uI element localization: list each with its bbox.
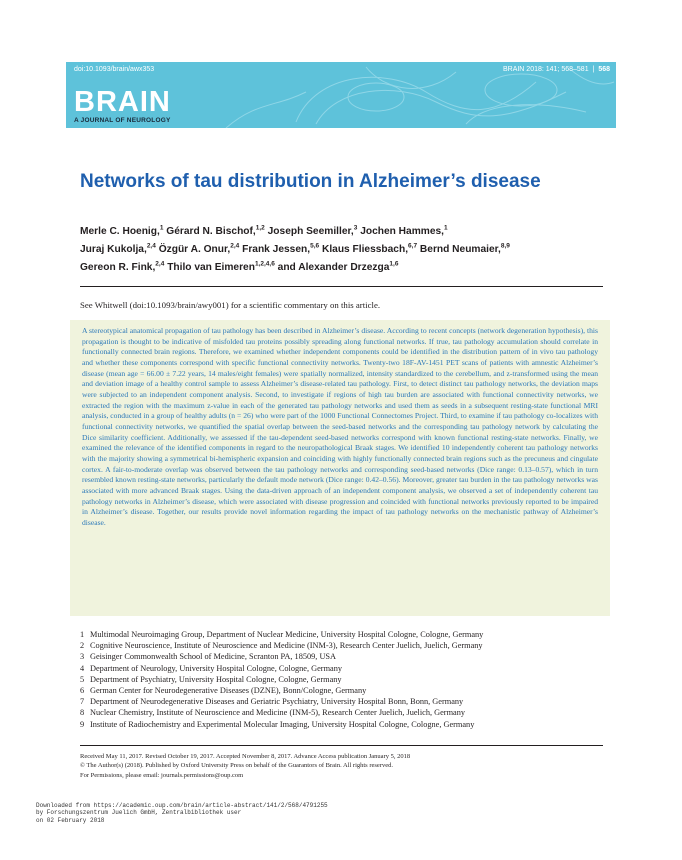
author[interactable]: Bernd Neumaier,$^{8,9}$ [419,242,510,256]
author[interactable]: Juraj Kukolja,$^{2,4}$ [80,242,156,256]
author[interactable]: Klaus Fliessbach,$^{6,7}$ [321,242,418,256]
author[interactable]: and Alexander Drzezga$^{1,6}$ [277,260,399,274]
divider [80,745,603,746]
citation-label: BRAIN 2018: 141; 568–581 | 568 [502,66,610,73]
author-list [80,222,610,276]
affiliation-item: 4 Department of Neurology, University Hospital Cologne, Cologne, Germany [80,663,343,673]
author[interactable]: Thilo van Eimeren$^{1,2,4,6}$ [167,260,275,274]
received-info [80,752,410,780]
copyright-line: © The Author(s) (2018). Published by Oxford University Press on behalf of the Guarantors of Brain. All rights reserved. [80,762,393,770]
page-number: 568 [598,66,610,73]
brain-logo: BRAIN [74,86,171,118]
journal-subtitle: A JOURNAL OF NEUROLOGY [74,117,171,124]
permissions-line[interactable]: For Permissions, please email: journals.permissions@oup.com [80,771,244,779]
affiliation-item: 8 Nuclear Chemistry, Institute of Neuroscience and Medicine (INM-5), Research Center Juelich, Juelich, Germany [80,708,465,718]
author[interactable]: Merle C. Hoenig,$^1$ [80,225,164,238]
doi-label: doi:10.1093/brain/awx353 [74,66,155,73]
affiliation-item: 1 Multimodal Neuroimaging Group, Department of Nuclear Medicine, University Hospital Cologne, Cologne, Germany [80,630,484,639]
abstract-text: A stereotypical anatomical propagation of tau pathology has been described in Alzheimer’s disease. According to recent concepts (network degeneration hypothesis), this propagation is thought to be indicative of misfolded tau proteins possibly spreading along functional networks. If true, tau pathology accumulation should correlate in functionally connected brain regions. Therefore, we examined whether independent components could be identified in the distribution pattern of in vivo tau pathology and whether these components correspond with specific functional connectivity networks. Twenty-two 18F-AV-1451 PET scans of patients with amnestic Alzheimer’s disease (mean age = 66.00 ± 7.22 years, 14 males/eight females) were spatially normalized, intensity standardized to the cerebellum, and z-transformed using the mean and deviation image of a healthy control sample to assess Alzheimer’s disease-related tau pathology. First, to detect distinct tau pathology networks, the deviation maps were subjected to an independent component analysis. Second, to investigate if regions of high tau burden are associated with functional connectivity networks, we extracted the region with the maximum z-value in each of the generated tau pathology networks and used them as seeds in a subsequent resting-state functional MRI analysis, conducted in a group of healthy adults (n = 26) who were part of the 1000 Functional Connectomes Project. Third, to examine if tau pathology co-localizes with functional connectivity networks, we quantified the spatial overlap between the seed-based networks and the corresponding tau pathology network by calculating the Dice similarity coefficient. Additionally, we assessed if the tau-dependent seed-based networks correspond with known functional resting-state networks. Finally, we examined the relevance of the identified components in regard to the neuropathological Braak stages. We identified 10 independently coherent tau pathology networks with the majority showing a symmetrical bi-hemispheric expansion and coinciding with highly functionally connected brain regions such as the precuneus and cingulate cortex. A fair-to-moderate overlap was observed between the tau pathology networks and corresponding seed-based networks (Dice range: 0.13–0.57), which in turn resembled known resting-state networks, particularly the default mode network (Dice range: 0.42–0.56). Moreover, greater tau burden in the tau pathology networks was associated with more advanced Braak stages. Using the data-driven approach of an independent component analysis, we observed a set of independently coherent tau pathology networks in Alzheimer’s disease, which were associated with disease progression and coincided with functional networks previously reported to be impaired in Alzheimer’s disease. Together, our results provide novel information regarding the impact of tau pathology networks on the mechanistic pathway of Alzheimer’s disease. [82,326,598,527]
journal-banner [66,62,616,128]
commentary-note[interactable]: See Whitwell (doi:10.1093/brain/awy001) for a scientific commentary on this article. [80,300,381,310]
received-dates: Received May 11, 2017. Revised October 19, 2017. Accepted November 8, 2017. Advance Access publication January 5, 2018 [80,753,411,760]
author[interactable]: Joseph Seemiller,$^3$ [267,225,358,238]
affiliation-item: 3 Geisinger Commonwealth School of Medicine, Scranton PA, 18509, USA [80,652,337,662]
author[interactable]: Jochen Hammes,$^1$ [360,225,448,238]
affiliation-item: 2 Cognitive Neuroscience, Institute of Neuroscience and Medicine (INM-3), Research Center Juelich, Juelich, Germany [80,641,483,651]
download-stamp: Downloaded from https://academic.oup.com/brain/article-abstract/141/2/568/4791255 by Forschungszentrum Juelich GmbH, Zentralbibliothek user on 02 February 2018 [36,802,328,824]
article-title: Networks of tau distribution in Alzheimer’s disease [80,171,541,192]
affiliations [80,629,483,730]
divider [80,286,603,287]
author[interactable]: Gereon R. Fink,$^{2,4}$ [80,260,165,274]
abstract-box [70,320,610,616]
affiliation-item: 7 Department of Neurodegenerative Diseases and Geriatric Psychiatry, University Hospital Bonn, Bonn, Germany [80,697,464,707]
affiliation-item: 6 German Center for Neurodegenerative Diseases (DZNE), Bonn/Cologne, Germany [80,686,367,696]
author[interactable]: Frank Jessen,$^{5,6}$ [242,242,320,256]
author[interactable]: Gérard N. Bischof,$^{1,2}$ [166,225,265,238]
affiliation-item: 9 Institute of Radiochemistry and Experimental Molecular Imaging, University Hospital Cologne, Cologne, Germany [80,719,475,729]
author[interactable]: Özgür A. Onur,$^{2,4}$ [158,242,240,256]
affiliation-item: 5 Department of Psychiatry, University Hospital Cologne, Cologne, Germany [80,674,342,684]
